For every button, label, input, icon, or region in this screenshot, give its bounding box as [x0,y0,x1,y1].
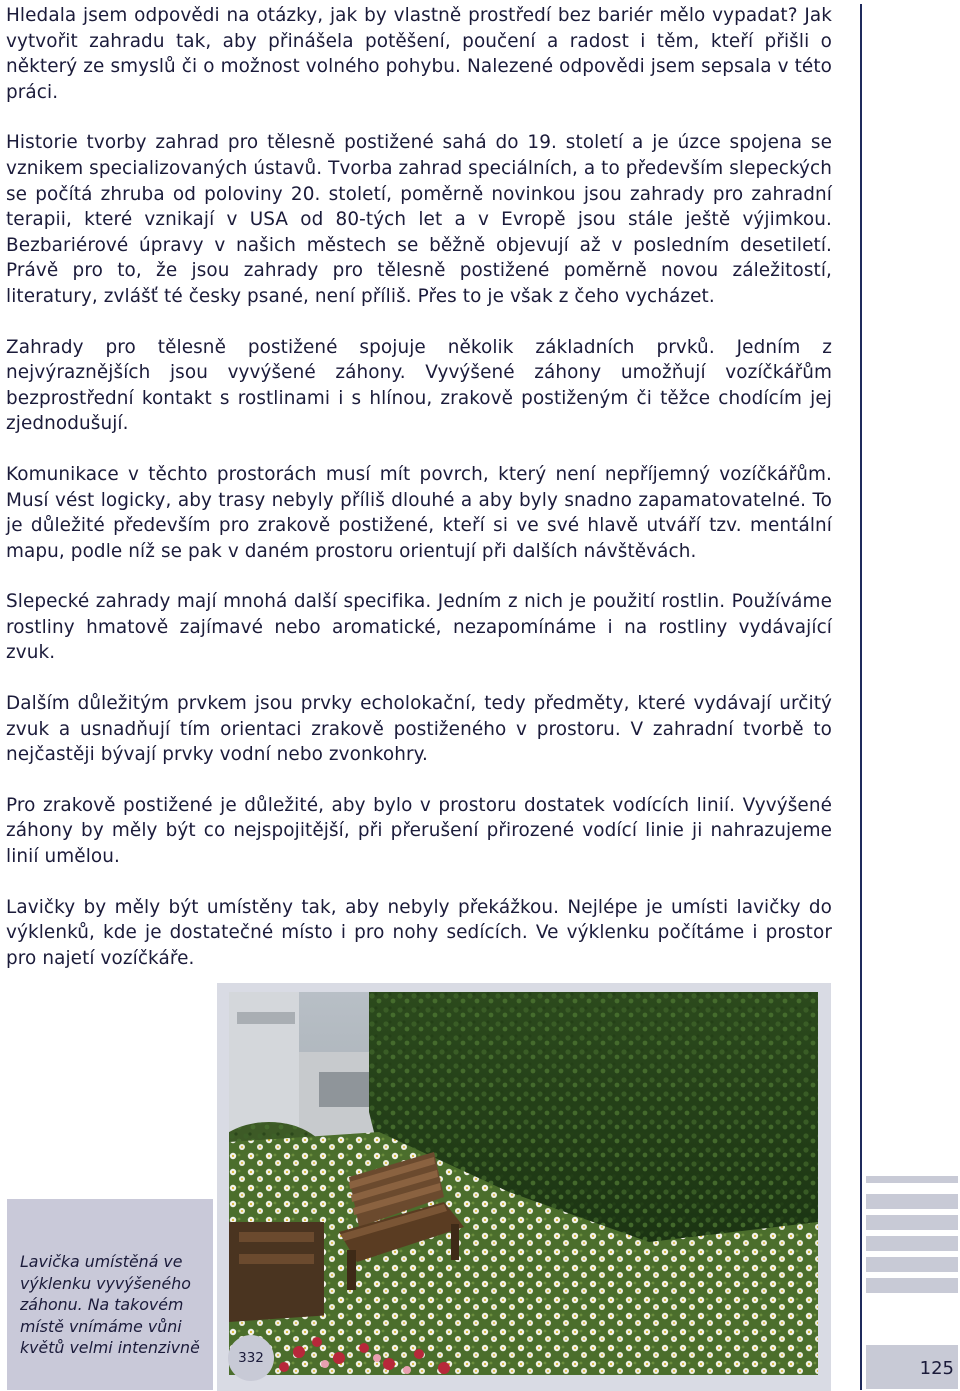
stripe [866,1194,958,1209]
paragraph: Pro zrakově postižené je důležité, aby bylo v prostoru dostatek vodících linií. Vyvýšené záhony by měly být co nejspojitější, při přerušení přirozené vodící linie ji nahrazujeme linií umělou. [6,794,832,868]
caption-box [7,1199,213,1390]
paragraph: Historie tvorby zahrad pro tělesně postižené sahá do 19. století a je úzce spojena se vznikem specializovaných ústavů. Tvorba zahrad speciálních, a to především slepeckých se počítá zhruba od poloviny 20. století, poměrně novinkou jsou zahrady pro zahradní terapii, které vznikají v USA od 80-tých let a v Evropě jsou stále ještě výjimkou. Bezbariérové úpravy v našich městech se běžně objevují až v posledním desetiletí. Právě pro to, že jsou zahrady pro tělesně postižené poměrně novou záležitostí, literatury, zvlášť té česky psané, není příliš. Přes to je však z čeho vycházet. [6,132,832,307]
page-number-box [866,1345,958,1389]
paragraph: Dalším důležitým prvkem jsou prvky echolokační, tedy předměty, které vydávají určitý zvuk a usnadňují tím orientaci zrakově postiženého v prostoru. V zahradní tvorbě to nejčastěji bývají prvky vodní nebo zvonkohry. [6,693,832,766]
stripe [866,1215,958,1230]
page-number: 125 [919,1358,954,1379]
garden-bench-photo [229,992,818,1375]
paragraph: Lavičky by měly být umístěny tak, aby nebyly překážkou. Nejlépe je umísti lavičky do výklenků, kde je dostatečné místo i pro nohy sedících. Ve výklenku počítáme i prostor pro najetí vozíčkáře. [6,896,832,969]
vertical-rule [860,4,862,1390]
figure-number-badge: 332 [228,1335,274,1381]
paragraph: Zahrady pro tělesně postižené spojuje několik základních prvků. Jedním z nejvýraznějších jsou vyvýšené záhony. Vyvýšené záhony umožňují vozíčkářům bezprostřední kontakt s rostlinami i s hlínou, zrakově postiženým či těžce chodícím jej zjednodušují. [6,336,832,435]
paragraph: Hledala jsem odpovědi na otázky, jak by vlastně prostředí bez bariér mělo vypadat? Jak vytvořit zahradu tak, aby přinášela potěšení, poučení a radost i těm, kteří přišli o některý ze smyslů či o možnost volného pohybu. Nalezené odpovědi jsem sepsala v této práci. [6,5,832,103]
decorative-stripes [866,1176,958,1299]
paragraph: Slepecké zahrady mají mnohá další specifika. Jedním z nich je použití rostlin. Používáme rostliny hmatově zajímavé nebo aromatické, nezapomínáme i na rostliny vydávající zvuk. [6,591,832,664]
stripe [866,1278,958,1293]
body-text [6,3,832,996]
figure-caption: Lavička umístěná ve výklenku vyvýšeného záhonu. Na takovém místě vnímáme vůni květů velmi intenzivně [20,1252,200,1357]
stripe [866,1257,958,1272]
paragraph: Komunikace v těchto prostorách musí mít povrch, který není nepříjemný vozíčkářům. Musí vést logicky, aby trasy nebyly příliš dlouhé a aby byly snadno zapamatovatelné. To je důležité především pro zrakově postižené, kteří si ve své hlavě utváří tzv. mentální mapu, podle níž se pak v daném prostoru orientují při dalších návštěvách. [6,463,832,562]
stripe [866,1236,958,1251]
stripe [866,1176,958,1183]
photo-frame [217,983,831,1391]
